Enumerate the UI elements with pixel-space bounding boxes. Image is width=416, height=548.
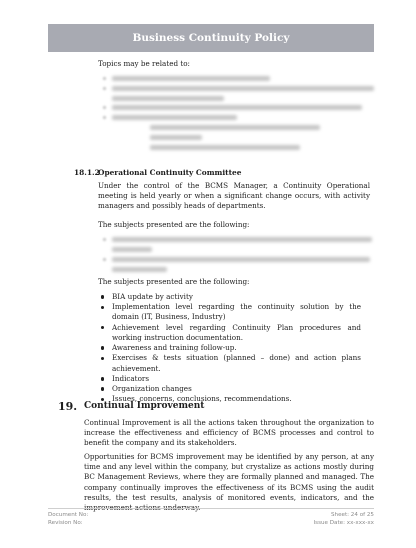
footer-document-no: Document No: bbox=[48, 512, 89, 518]
improvement-paragraph-1: Continual Improvement is all the actions taken throughout the organization to increase the effectiveness and efficiency of BCMS processes and control to benefit the company and its stakeholders. bbox=[84, 418, 374, 448]
subjects-bullet-list bbox=[99, 292, 361, 404]
list-item: Issues, concerns, conclusions, recommendations. bbox=[99, 394, 361, 404]
list-item: Exercises & tests situation (planned – done) and action plans achievement. bbox=[99, 353, 361, 373]
list-item: Achievement level regarding Continuity Plan procedures and working instruction documentation. bbox=[99, 323, 361, 343]
list-item: Implementation level regarding the continuity solution by the domain (IT, Business, Industry) bbox=[99, 302, 361, 322]
footer-issue-date: Issue Date: xx-xxx-xx bbox=[313, 520, 374, 526]
list-item: Organization changes bbox=[99, 384, 361, 394]
committee-intro-paragraph: Under the control of the BCMS Manager, a Continuity Operational meeting is held yearly or when a significant change occurs, with activity managers and possibly heads of departments. bbox=[98, 181, 370, 211]
list-item: Awareness and training follow-up. bbox=[99, 343, 361, 353]
footer-revision-no: Revision No: bbox=[48, 520, 83, 526]
section-title: Continual Improvement bbox=[84, 401, 205, 411]
section-title: Operational Continuity Committee bbox=[98, 168, 242, 177]
section-number: 19. bbox=[58, 400, 78, 413]
section-number: 18.1.2 bbox=[74, 168, 100, 177]
footer-sheet: Sheet: 24 of 25 bbox=[330, 512, 374, 518]
improvement-paragraph-2: Opportunities for BCMS improvement may be identified by any person, at any time and any level within the company, but crystalize as actions mostly during BC Management Reviews, where they are formally planned and managed. The company continually improves the effectiveness of its BCMS using the audit results, the test results, analysis of monitored events, indicators, and the bbox=[84, 452, 374, 502]
topics-intro: Topics may be related to: bbox=[98, 59, 190, 68]
footer-divider bbox=[48, 508, 374, 509]
subjects-intro-2: The subjects presented are the following: bbox=[98, 277, 250, 286]
header-banner bbox=[48, 24, 374, 52]
list-item: BIA update by activity bbox=[99, 292, 361, 302]
list-item: Indicators bbox=[99, 374, 361, 384]
document-title: Business Continuity Policy bbox=[132, 31, 290, 44]
subjects-intro-1: The subjects presented are the following: bbox=[98, 220, 250, 229]
